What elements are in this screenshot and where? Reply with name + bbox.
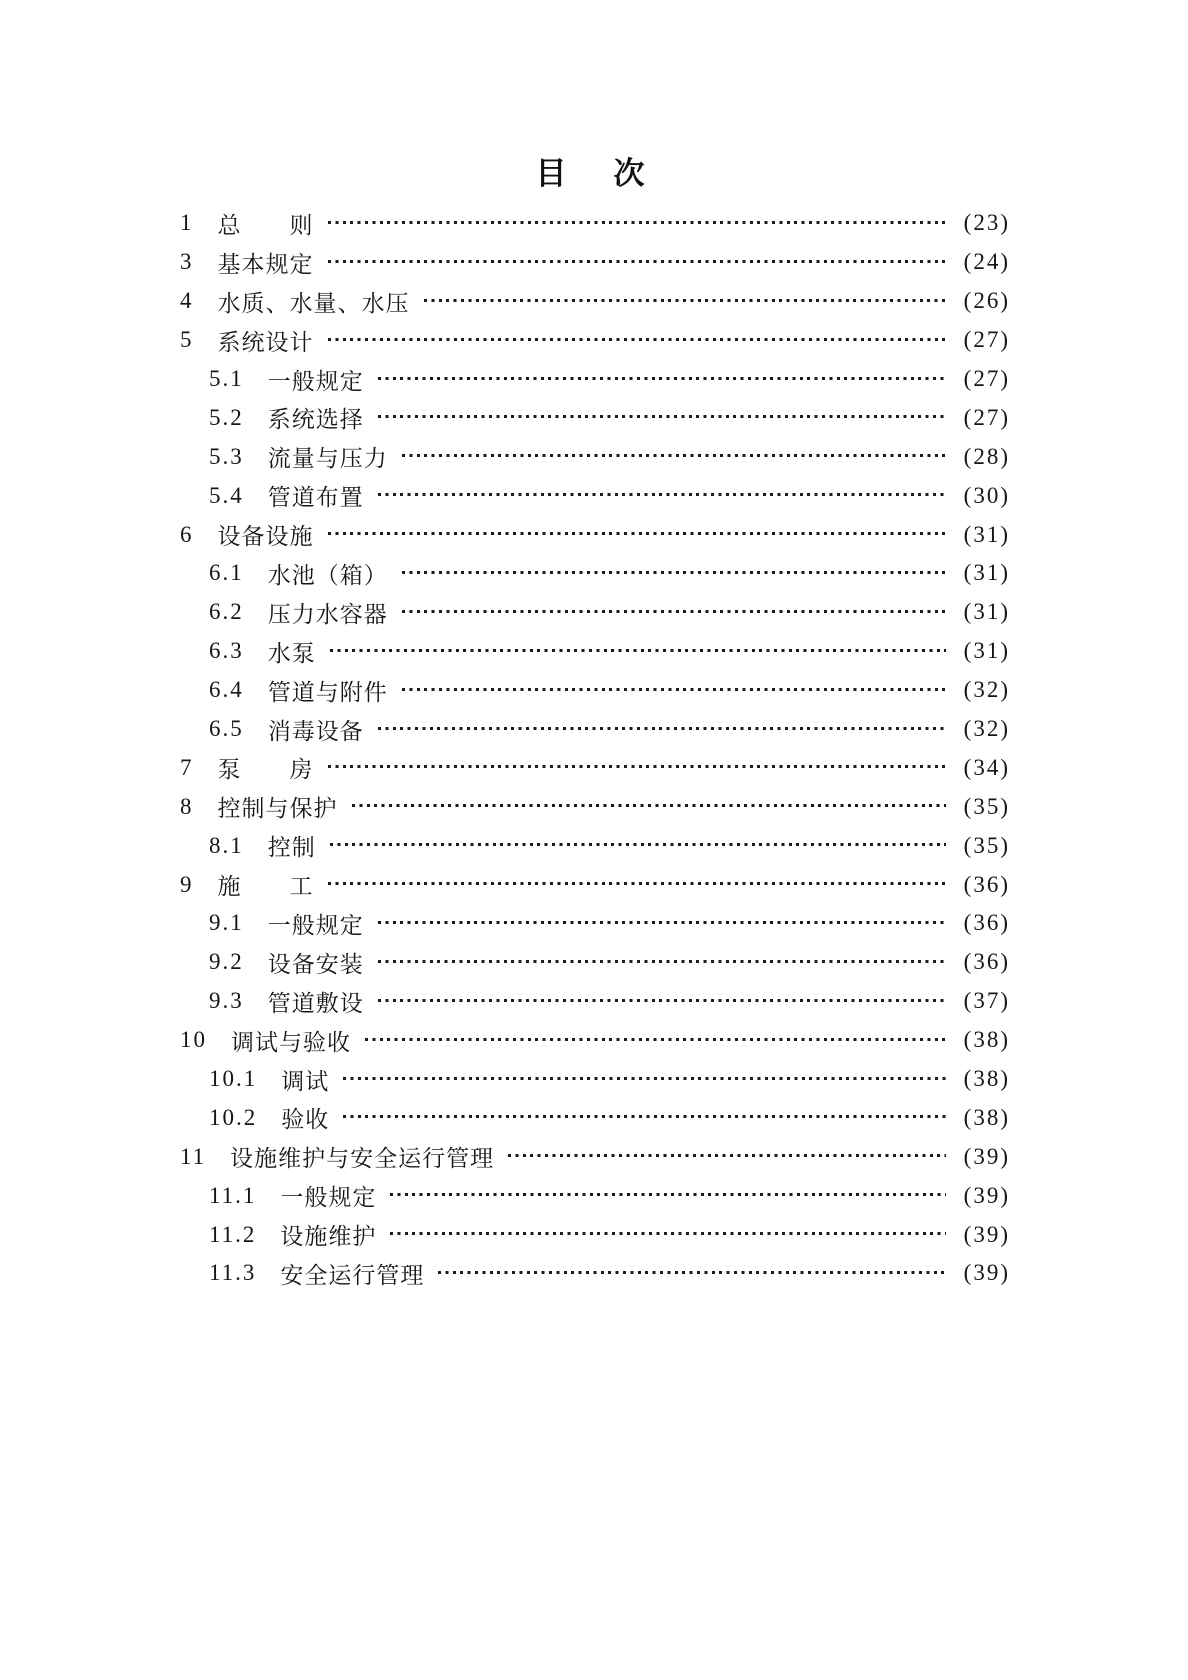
toc-entry-page: (26) xyxy=(963,288,1010,314)
toc-entry xyxy=(150,204,1010,243)
toc-entry xyxy=(150,282,1010,321)
toc-entry xyxy=(150,1215,1010,1254)
dot-leader xyxy=(328,882,947,885)
dot-leader xyxy=(328,338,947,341)
toc-entry-page: (27) xyxy=(963,366,1010,391)
toc-entry-page: (36) xyxy=(963,871,1010,897)
toc-entry-number: 9.1 xyxy=(209,910,244,936)
toc-entry-number: 7 xyxy=(180,754,194,780)
dot-leader xyxy=(352,804,947,807)
toc-entry-title: 水池（箱） xyxy=(267,562,388,588)
toc-entry xyxy=(150,748,1010,787)
toc-entry-page: (36) xyxy=(963,910,1010,936)
toc-entry-number: 5.2 xyxy=(209,404,244,430)
toc-entry xyxy=(150,671,1010,710)
toc-entry-page: (27) xyxy=(963,327,1010,353)
toc-entry-title: 调试与验收 xyxy=(231,1029,351,1055)
toc-entry xyxy=(150,1098,1010,1137)
toc-entry-page: (30) xyxy=(963,482,1010,508)
toc-entry-title: 管道敷设 xyxy=(267,990,364,1016)
toc-entry-title: 一般规定 xyxy=(267,368,364,394)
toc-entry-page: (39) xyxy=(963,1221,1010,1247)
toc-entry-title: 调试 xyxy=(281,1068,330,1094)
toc-entry-number: 5.1 xyxy=(209,366,244,391)
toc-entry-page: (38) xyxy=(963,1066,1010,1092)
toc-entry-number: 5.4 xyxy=(209,482,244,508)
toc-entry-page: (39) xyxy=(963,1182,1010,1208)
toc-entry xyxy=(150,398,1010,437)
toc-entry-page: (38) xyxy=(963,1027,1010,1053)
toc-entry-title: 基本规定 xyxy=(217,251,314,277)
toc-entry xyxy=(150,476,1010,515)
toc-entry-page: (39) xyxy=(963,1143,1010,1169)
dot-leader xyxy=(402,610,946,613)
toc-entry-title: 设备设施 xyxy=(217,524,314,550)
toc-entry-number: 8 xyxy=(180,793,194,819)
toc-entry-number: 9.3 xyxy=(209,988,244,1014)
toc-entry-title: 消毒设备 xyxy=(267,718,364,744)
toc-entry-title: 流量与压力 xyxy=(267,446,388,472)
toc-entry-title: 压力水容器 xyxy=(267,601,388,627)
toc-entry-page: (28) xyxy=(963,443,1010,469)
toc-entry xyxy=(150,982,1010,1021)
toc-entry-page: (27) xyxy=(963,404,1010,430)
dot-leader xyxy=(402,688,946,691)
toc-entry xyxy=(150,1060,1010,1099)
toc-entry-page: (38) xyxy=(963,1104,1010,1130)
toc-entry-page: (39) xyxy=(963,1260,1010,1286)
toc-entry xyxy=(150,632,1010,671)
toc-entry-number: 11.1 xyxy=(209,1182,257,1208)
toc-entry-title: 控制 xyxy=(267,835,316,861)
toc-entry-title: 水泵 xyxy=(267,640,316,666)
toc-entry-number: 6.3 xyxy=(209,638,244,664)
toc-entry-page: (31) xyxy=(963,638,1010,664)
toc-entry-title: 系统选择 xyxy=(267,407,364,433)
toc-entry xyxy=(150,593,1010,632)
toc-entry-title: 设施维护 xyxy=(280,1224,377,1250)
toc-entry xyxy=(150,904,1010,943)
toc-entry-number: 4 xyxy=(180,288,194,314)
toc-entry-title: 管道与附件 xyxy=(267,679,388,705)
dot-leader xyxy=(424,299,947,302)
toc-entry-page: (24) xyxy=(963,249,1010,275)
toc-entry-page: (31) xyxy=(963,599,1010,625)
toc-entry-number: 11 xyxy=(180,1143,207,1169)
toc-entry-title: 安全运行管理 xyxy=(280,1262,425,1288)
dot-leader xyxy=(402,571,946,574)
dot-leader xyxy=(328,260,947,263)
toc-entry-number: 11.2 xyxy=(209,1221,257,1247)
toc-entry-number: 5.3 xyxy=(209,443,244,469)
dot-leader xyxy=(343,1115,946,1118)
toc-entry xyxy=(150,554,1010,593)
toc-entry xyxy=(150,826,1010,865)
toc-entry-number: 11.3 xyxy=(209,1260,257,1286)
dot-leader xyxy=(330,843,946,846)
dot-leader xyxy=(378,921,946,924)
dot-leader xyxy=(328,532,947,535)
toc-entry xyxy=(150,437,1010,476)
toc-entry xyxy=(150,865,1010,904)
toc-entry-title: 管道布置 xyxy=(267,485,364,511)
toc-entry xyxy=(150,1254,1010,1293)
toc-entry-number: 9.2 xyxy=(209,949,244,975)
toc-entry xyxy=(150,1176,1010,1215)
toc-entry xyxy=(150,321,1010,360)
toc-entry-title: 泵 房 xyxy=(217,757,314,783)
toc-entry xyxy=(150,360,1010,399)
toc-entry-page: (31) xyxy=(963,521,1010,547)
toc-entry-title: 设备安装 xyxy=(267,951,364,977)
dot-leader xyxy=(328,221,947,224)
toc-entry-page: (32) xyxy=(963,677,1010,703)
toc-entry-page: (31) xyxy=(963,560,1010,586)
page-title: 目 次 xyxy=(535,156,653,191)
toc-entry-number: 6.1 xyxy=(209,560,244,586)
dot-leader xyxy=(378,960,946,963)
toc-entry-title: 一般规定 xyxy=(267,912,364,938)
toc-entry-page: (36) xyxy=(963,949,1010,975)
dot-leader xyxy=(330,649,946,652)
toc-entry-number: 10.2 xyxy=(209,1104,258,1130)
dot-leader xyxy=(378,999,946,1002)
toc-entry-page: (23) xyxy=(963,210,1010,236)
toc-entry-number: 5 xyxy=(180,327,194,353)
toc-entry-number: 6.4 xyxy=(209,677,244,703)
toc-entry-number: 6.5 xyxy=(209,716,244,742)
toc-entry xyxy=(150,515,1010,554)
toc-entry-number: 1 xyxy=(180,210,194,236)
toc-entry-number: 10 xyxy=(180,1027,207,1053)
toc-entry-title: 水质、水量、水压 xyxy=(217,290,410,316)
dot-leader xyxy=(365,1038,946,1041)
toc-entry-number: 3 xyxy=(180,249,194,275)
toc-list xyxy=(150,204,1010,1293)
toc-entry xyxy=(150,710,1010,749)
toc-entry xyxy=(150,243,1010,282)
toc-entry-title: 验收 xyxy=(281,1107,330,1133)
dot-leader xyxy=(378,493,946,496)
toc-entry-title: 系统设计 xyxy=(217,329,314,355)
dot-leader xyxy=(438,1271,946,1274)
dot-leader xyxy=(390,1193,946,1196)
toc-entry-page: (32) xyxy=(963,716,1010,742)
toc-entry-number: 6 xyxy=(180,521,194,547)
toc-entry-page: (34) xyxy=(963,754,1010,780)
toc-entry xyxy=(150,1021,1010,1060)
toc-entry-number: 6.2 xyxy=(209,599,244,625)
toc-entry-number: 8.1 xyxy=(209,832,244,858)
toc-entry-page: (35) xyxy=(963,793,1010,819)
toc-entry-title: 施 工 xyxy=(217,874,314,900)
toc-entry-title: 设施维护与安全运行管理 xyxy=(230,1146,495,1172)
toc-entry-number: 10.1 xyxy=(209,1066,258,1092)
toc-entry xyxy=(150,787,1010,826)
dot-leader xyxy=(328,765,947,768)
dot-leader xyxy=(378,727,946,730)
toc-entry-title: 一般规定 xyxy=(280,1185,377,1211)
dot-leader xyxy=(402,454,946,457)
toc-entry-title: 总 则 xyxy=(217,212,314,238)
toc-entry-title: 控制与保护 xyxy=(217,796,338,822)
toc-entry-page: (35) xyxy=(963,832,1010,858)
dot-leader xyxy=(378,377,946,380)
dot-leader xyxy=(390,1232,946,1235)
dot-leader xyxy=(378,415,946,418)
toc-entry-page: (37) xyxy=(963,988,1010,1014)
dot-leader xyxy=(508,1154,946,1157)
toc-entry xyxy=(150,943,1010,982)
toc-entry xyxy=(150,1137,1010,1176)
dot-leader xyxy=(343,1077,946,1080)
toc-entry-number: 9 xyxy=(180,871,194,897)
